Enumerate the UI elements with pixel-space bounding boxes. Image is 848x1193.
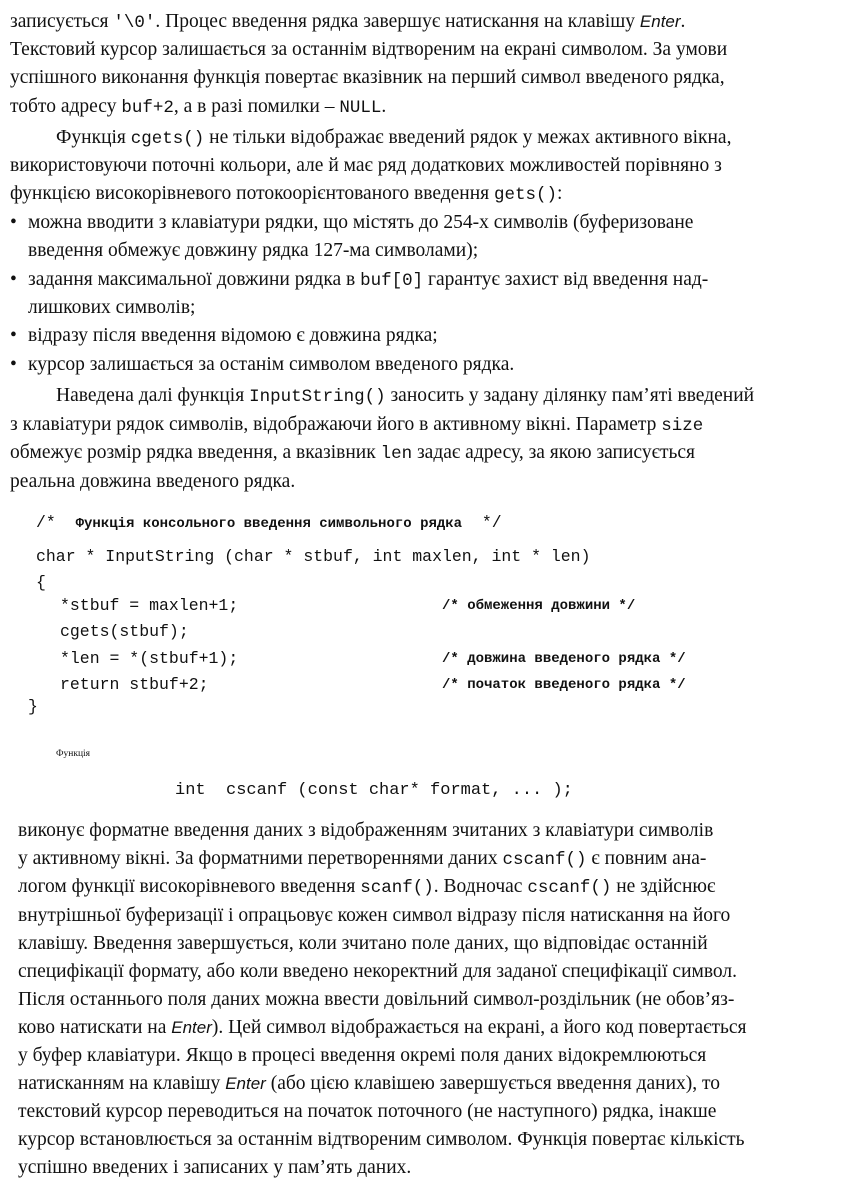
code-line: return stbuf+2;: [60, 675, 209, 694]
text-line: успішно введених і записаних у пам’ять даних.: [18, 1157, 412, 1178]
code-line: *stbuf = maxlen+1;: [60, 596, 239, 615]
text-line: клавішу. Введення завершується, коли зчитано поле даних, що відповідає останній: [18, 933, 708, 954]
text-line: обмежує розмір рядка введення, а вказівник len задає адресу, за якою записується: [10, 442, 695, 464]
list-item: • курсор залишається за останім символом введеного рядка.: [10, 351, 810, 380]
text-line: логом функції високорівневого введення scanf(). Водночас cscanf() не здійснює: [18, 876, 716, 898]
function-signature: int cscanf (const char* format, ... );: [175, 781, 573, 800]
text-line: виконує форматне введення даних з відображенням зчитаних з клавіатури символів: [18, 820, 714, 841]
bullet-icon: •: [10, 354, 17, 375]
text-line: успішного виконання функція повертає вказівник на перший символ введеного рядка,: [10, 67, 725, 88]
code-line: {: [36, 573, 46, 592]
code-line: }: [28, 697, 38, 716]
function-label: Функція: [56, 749, 91, 759]
text-line: курсор встановлюється за останнім відтвореним символом. Функція повертає кількість: [18, 1129, 745, 1150]
text-line: введення обмежує довжину рядка 127-ма символами);: [28, 240, 479, 261]
code-comment: /* обмеження довжини */: [442, 598, 636, 614]
text-line: використовуючи поточні кольори, але й має ряд додаткових можливостей порівняно з: [10, 155, 722, 176]
bullet-icon: •: [10, 212, 17, 233]
bullet-icon: •: [10, 269, 17, 290]
text-line: записується '\0'. Процес введення рядка завершує натискання на клавішу Enter.: [10, 11, 686, 33]
code-comment: /* початок введеного рядка */: [442, 677, 686, 693]
text-line: Після останнього поля даних можна ввести довільний символ-роздільник (не обов’яз-: [18, 989, 735, 1010]
code-line: *len = *(stbuf+1);: [60, 649, 239, 668]
list-item: • задання максимальної довжини рядка в buf[0] гарантує захист від введення над-: [10, 266, 810, 296]
text-line: натисканням на клавішу Enter (або цією клавішею завершується введення даних), то: [18, 1073, 721, 1094]
text-line: внутрішньої буферизації і опрацьовує кожен символ відразу після натискання на його: [18, 905, 731, 926]
code-comment: /* Функція консольного введення символьного рядка */: [36, 513, 502, 532]
text-line: з клавіатури рядок символів, відображаючи його в активному вікні. Параметр size: [10, 414, 704, 436]
text-line: текстовий курсор переводиться на початок поточного (не наступного) рядка, інакше: [18, 1101, 717, 1122]
bullet-icon: •: [10, 325, 17, 346]
text-line: у буфер клавіатури. Якщо в процесі введення окремі поля даних відокремлюються: [18, 1045, 707, 1066]
text-line: реальна довжина введеного рядка.: [10, 471, 296, 492]
list-item: • можна вводити з клавіатури рядки, що містять до 254-х символів (буферизоване: [10, 209, 810, 238]
text-line: тобто адресу buf+2, а в разі помилки – NULL.: [10, 96, 387, 118]
text-line: функцією високорівневого потокоорієнтованого введення gets():: [10, 183, 563, 205]
list-item: • відразу після введення відомою є довжина рядка;: [10, 322, 810, 351]
text-line: специфікації формату, або коли введено некоректний для заданої специфікації символ.: [18, 961, 738, 982]
text-line: Наведена далі функція InputString() заносить у задану ділянку пам’яті введений: [56, 385, 755, 407]
code-line: cgets(stbuf);: [60, 622, 189, 641]
text-line: Текстовий курсор залишається за останнім відтвореним на екрані символом. За умови: [10, 39, 728, 60]
text-line: лишкових символів;: [28, 297, 196, 318]
code-line: char * InputString (char * stbuf, int maxlen, int * len): [36, 547, 591, 566]
text-line: Функція cgets() не тільки відображає введений рядок у межах активного вікна,: [56, 127, 732, 149]
text-line: ково натискати на Enter). Цей символ відображається на екрані, а його код повертається: [18, 1017, 747, 1038]
code-comment: /* довжина введеного рядка */: [442, 651, 686, 667]
text-line: у активному вікні. За форматними перетвореннями даних cscanf() є повним ана-: [18, 848, 707, 870]
